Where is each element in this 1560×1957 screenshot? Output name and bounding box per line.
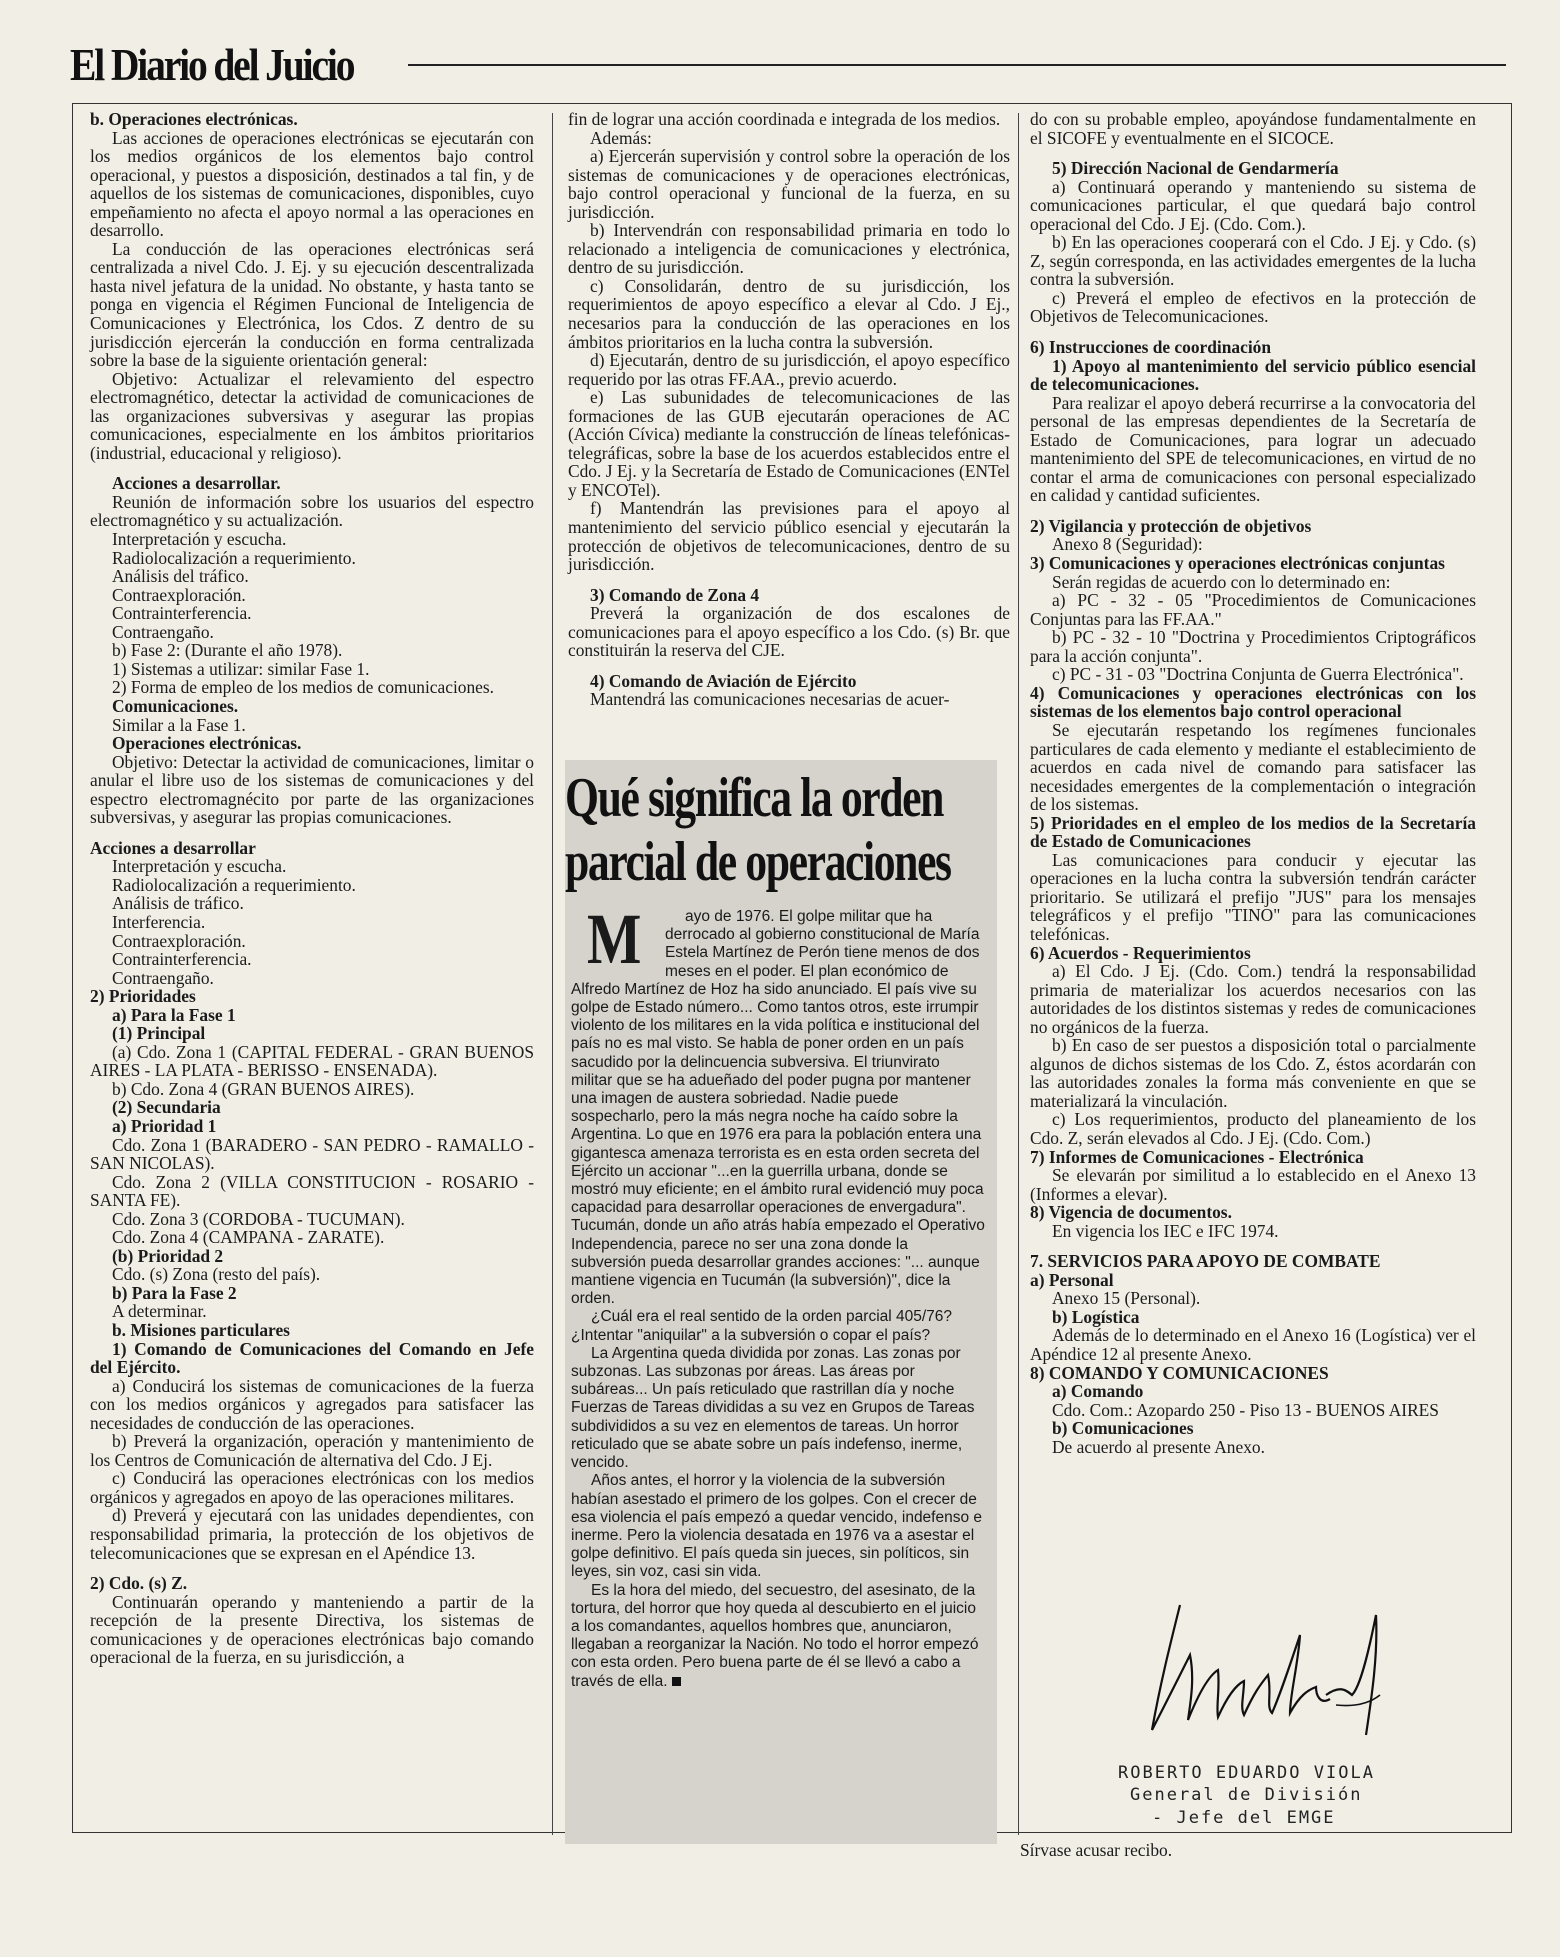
text-paragraph: Objetivo: Detectar la actividad de comunicaciones, limitar o anular el libre uso de los sistemas de comunicaciones y del espectro electromagnécito por parte de las organizaciones subversivas, y asegurar las propias comunicaciones. bbox=[90, 751, 534, 828]
inset-paragraph bbox=[571, 1345, 985, 1472]
text-paragraph: a) Personal bbox=[1030, 1269, 1114, 1290]
signer-post: - Jefe del EMGE bbox=[1152, 1808, 1336, 1828]
masthead-title: El Diario del Juicio bbox=[70, 39, 354, 90]
text-paragraph: Cdo. Zona 1 (BARADERO - SAN PEDRO - RAMALLO - SAN NICOLAS). bbox=[90, 1134, 534, 1174]
text-paragraph: Se elevarán por similitud a lo establecido en el Anexo 13 (Informes a elevar). bbox=[1030, 1165, 1476, 1204]
text-paragraph: fin de lograr una acción coordinada e integrada de los medios. bbox=[568, 109, 1001, 129]
text-paragraph: c) Los requerimientos, producto del planeamiento de los Cdo. Z, serán elevados al Cdo. J Ej. (Cdo. Com.) bbox=[1030, 1109, 1476, 1148]
text-paragraph: 2) Cdo. (s) Z. bbox=[90, 1573, 188, 1594]
spacer bbox=[90, 827, 534, 839]
column-divider-1 bbox=[552, 113, 553, 1835]
text-paragraph: Cdo. Zona 2 (VILLA CONSTITUCION - ROSARIO - SANTA FE). bbox=[90, 1171, 534, 1211]
text-paragraph: b) Para la Fase 2 bbox=[112, 1282, 237, 1303]
editorial-inset bbox=[565, 760, 997, 1844]
column-1 bbox=[90, 110, 534, 1667]
text-paragraph: Contraengaño. bbox=[112, 621, 214, 642]
text-paragraph: Radiolocalización a requerimiento. bbox=[112, 547, 356, 568]
text-paragraph: b) Comunicaciones bbox=[1052, 1418, 1194, 1439]
end-mark-icon bbox=[672, 1677, 681, 1686]
text-paragraph: (2) Secundaria bbox=[112, 1097, 221, 1118]
text-paragraph: Anexo 8 (Seguridad): bbox=[1052, 534, 1203, 555]
signer-rank: General de División bbox=[1130, 1785, 1363, 1805]
inset-headline bbox=[565, 766, 971, 894]
text-paragraph: 1) Apoyo al mantenimiento del servicio público esencial de telecomunicaciones. bbox=[1030, 355, 1476, 395]
text-paragraph: Acciones a desarrollar. bbox=[112, 473, 281, 494]
text-paragraph: a) Ejercerán supervisión y control sobre la operación de los sistemas de comunicaciones y de operaciones electrónicas, bajo control operacional y funcional de la fuerza, en su jurisdicción. bbox=[568, 146, 1010, 222]
text-paragraph: 8) Vigencia de documentos. bbox=[1030, 1202, 1232, 1223]
text-paragraph: b) Preverá la organización, operación y mantenimiento de los Centros de Comunicación de alternativa del Cdo. J Ej. bbox=[90, 1431, 534, 1470]
text-paragraph: Objetivo: Actualizar el relevamiento del espectro electromagnético, detectar la actividad de comunicaciones de las organizaciones subversivas y asegurar las propias comunicaciones, especialmente en los ámbitos prioritarios (industrial, educacional y religioso). bbox=[90, 368, 534, 463]
text-paragraph: Operaciones electrónicas. bbox=[112, 733, 302, 754]
text-paragraph: b) Logística bbox=[1052, 1306, 1140, 1327]
inset-paragraph-text: ¿Cuál era el real sentido de la orden parcial 405/76? ¿Intentar "aniquilar" a la subversión o copar el país? bbox=[571, 1308, 953, 1344]
text-paragraph: Cdo. Zona 4 (CAMPANA - ZARATE). bbox=[112, 1227, 385, 1248]
text-paragraph: a) Comando bbox=[1052, 1381, 1144, 1402]
text-paragraph: c) Conducirá las operaciones electrónicas con los medios orgánicos y agregados en apoyo de las operaciones militares. bbox=[90, 1468, 534, 1507]
text-paragraph: 4) Comunicaciones y operaciones electrónicas con los sistemas de los elementos bajo control operacional bbox=[1030, 682, 1476, 722]
text-paragraph: 1) Comando de Comunicaciones del Comando en Jefe del Ejército. bbox=[90, 1338, 534, 1378]
text-paragraph: c) Preverá el empleo de efectivos en la protección de Objetivos de Telecomunicaciones. bbox=[1030, 287, 1476, 327]
text-paragraph: (b) Prioridad 2 bbox=[112, 1245, 224, 1266]
text-paragraph: a) El Cdo. J Ej. (Cdo. Com.) tendrá la responsabilidad primaria de materializar los acuerdos necesarios con las autoridades de los distintos sistemas y redes de comunicaciones no orgánicos de la fuerza. bbox=[1030, 961, 1476, 1037]
inset-headline-line-2: parcial de operaciones bbox=[565, 831, 951, 893]
text-paragraph: b) Fase 2: (Durante el año 1978). bbox=[112, 640, 343, 661]
text-paragraph: En vigencia los IEC e IFC 1974. bbox=[1052, 1220, 1279, 1241]
text-paragraph: c) Consolidarán, dentro de su jurisdicción, los requerimientos de apoyo específico a elevar al Cdo. J Ej., necesarios para la conducción de las operaciones en los ámbitos prioritarios en la lucha contra la subversión. bbox=[568, 275, 1010, 352]
text-paragraph: b) Cdo. Zona 4 (GRAN BUENOS AIRES). bbox=[112, 1078, 415, 1099]
inset-paragraph bbox=[571, 1472, 985, 1581]
text-paragraph: Acciones a desarrollar bbox=[90, 837, 256, 858]
text-paragraph: a) Para la Fase 1 bbox=[112, 1004, 236, 1025]
text-paragraph: Contraexploración. bbox=[112, 930, 246, 951]
text-paragraph: b) En las operaciones cooperará con el Cdo. J Ej. y Cdo. (s) Z, según corresponda, en las actividades emergentes de la lucha contra la subversión. bbox=[1030, 232, 1476, 290]
inset-paragraph-text: Es la hora del miedo, del secuestro, del asesinato, de la tortura, del horror que hoy queda al descubierto en el juicio a los comandantes, aquellos hombres que, anunciaron, llegaban a reorganizar la Nación. No todo el horror empezó con esta orden. Pero buena parte de él se llevó a cabo a través de ella. bbox=[571, 1581, 979, 1690]
text-paragraph: Además: bbox=[590, 127, 652, 148]
text-paragraph: 2) Forma de empleo de los medios de comunicaciones. bbox=[112, 677, 495, 698]
text-paragraph: d) Ejecutarán, dentro de su jurisdicción, el apoyo específico requerido por las otras FF.AA., previo acuerdo. bbox=[568, 350, 1010, 389]
text-paragraph: b. Misiones particulares bbox=[112, 1320, 290, 1340]
text-paragraph: 7) Informes de Comunicaciones - Electrónica bbox=[1030, 1146, 1364, 1167]
text-paragraph: c) PC - 31 - 03 "Doctrina Conjunta de Guerra Electrónica". bbox=[1052, 664, 1464, 685]
text-paragraph: 3) Comunicaciones y operaciones electrónicas conjuntas bbox=[1030, 553, 1445, 574]
inset-body bbox=[571, 899, 985, 1691]
handwritten-signature bbox=[1140, 1595, 1440, 1745]
text-paragraph: Se ejecutarán respetando los regímenes funcionales particulares de cada elemento y mediante el establecimiento de acuerdos en cada nivel de comando para satisfacer las necesidades emergentes de la complementación o integración de los sistemas. bbox=[1030, 719, 1476, 815]
text-paragraph: Mantendrá las comunicaciones necesarias de acuer- bbox=[590, 689, 950, 710]
text-paragraph: 1) Sistemas a utilizar: similar Fase 1. bbox=[112, 658, 370, 679]
text-paragraph: Interpretación y escucha. bbox=[112, 529, 287, 550]
text-paragraph: Preverá la organización de dos escalones de comunicaciones para el apoyo específico a los Cdo. (s) Br. que constituirán la reserva del CJE. bbox=[568, 603, 1010, 661]
inset-paragraph-text: ayo de 1976. El golpe militar que ha derrocado al gobierno constitucional de María Estela Martínez de Perón tiene menos de dos meses en el poder. El plan económico de Alfredo Martínez de Hoz ha sido anunciado. El país vive su golpe de Estado número... Como tantos otros, este irrumpir violento de los militares en la vida política e institucional del país no es mal visto. Se habla de poner orden en un país sacudido por la delincuencia subversiva. El triunvirato militar que se ha adueñado del poder pugna por mantener una imagen de austera sobriedad. Nadie puede sospecharlo, pero la más negra noche ha caído sobre la Argentina. Lo que en 1976 era para la población entera una gigantesca amenaza terrorista es en esta orden secreta del Ejército un accionar "...en la guerrilla urbana, donde se mostró muy eficiente; en el ámbito rural evidenció muy poca capacidad para desarrollar operaciones de envergadura". Tucumán, donde un año atrás había empezado el Operativo Independencia, parece no ser una zona donde la subversión pueda desarrollar grandes acciones: "... aunque mantiene vigencia en Tucumán (la subversión)", dice la orden. bbox=[571, 908, 985, 1308]
text-paragraph: a) Conducirá los sistemas de comunicaciones de la fuerza con los medios orgánicos y agregados para satisfacer las necesidades de conducción de las operaciones. bbox=[90, 1375, 534, 1433]
text-paragraph: do con su probable empleo, apoyándose fundamentalmente en el SICOFE y eventualmente en el SICOCE. bbox=[1030, 109, 1476, 148]
text-paragraph: 2) Prioridades bbox=[90, 986, 196, 1007]
text-paragraph: a) PC - 32 - 05 "Procedimientos de Comunicaciones Conjuntas para las FF.AA." bbox=[1030, 590, 1476, 629]
text-paragraph: e) Las subunidades de telecomunicaciones de las formaciones de las GUB ejecutarán operaciones de AC (Acción Cívica) mediante la construcción de líneas telefónicas-telegráficas, sobre la base de los acuerdos establecidos entre el Cdo. J Ej. y la Secretaría de Estado de Comunicaciones (ENTel y ENCOTel). bbox=[568, 387, 1010, 500]
text-paragraph: 6) Instrucciones de coordinación bbox=[1030, 337, 1272, 358]
masthead-rule bbox=[408, 64, 1506, 66]
text-paragraph: 3) Comando de Zona 4 bbox=[590, 584, 760, 605]
inset-paragraph-text: La Argentina queda dividida por zonas. Las zonas por subzonas. Las subzonas por áreas. Las áreas por subáreas... Un país reticulado que rastrillan día y noche Fuerzas de Tareas divididas a su vez en Grupos de Tareas subdivididos a su vez en elementos de tareas. Un horror reticulado que se abate sobre un país indefenso, inerme, vencido. bbox=[571, 1344, 975, 1472]
inset-paragraph bbox=[571, 1582, 985, 1691]
text-paragraph: a) Continuará operando y manteniendo su sistema de comunicaciones particular, el que quedará bajo control operacional del Cdo. J Ej. (Cdo. Com.). bbox=[1030, 176, 1476, 234]
text-paragraph: Anexo 15 (Personal). bbox=[1052, 1288, 1201, 1309]
text-paragraph: Radiolocalización a requerimiento. bbox=[112, 874, 356, 895]
text-paragraph: Análisis del tráfico. bbox=[112, 566, 249, 587]
column-divider-2 bbox=[1018, 113, 1019, 1835]
spacer bbox=[568, 574, 1010, 586]
text-paragraph: f) Mantendrán las previsiones para el apoyo al mantenimiento del servicio público esencial y ejecutarán la protección de objetivos de telecomunicaciones, dentro de su jurisdicción. bbox=[568, 498, 1010, 575]
text-paragraph: Análisis de tráfico. bbox=[112, 893, 244, 914]
column-2 bbox=[568, 110, 1010, 709]
signer-name: ROBERTO EDUARDO VIOLA bbox=[1118, 1763, 1375, 1783]
text-paragraph: Contrainterferencia. bbox=[112, 949, 252, 970]
text-paragraph: b) PC - 32 - 10 "Doctrina y Procedimientos Criptográficos para la acción conjunta". bbox=[1030, 627, 1476, 666]
text-paragraph: b. Operaciones electrónicas. bbox=[90, 109, 298, 129]
text-paragraph: Además de lo determinado en el Anexo 16 (Logística) ver el Apéndice 12 al presente Anexo. bbox=[1030, 1325, 1476, 1364]
text-paragraph: Las comunicaciones para conducir y ejecutar las operaciones en la lucha contra la subversión tendrán carácter prioritario. Se utilizará el prefijo "JUS" para los mensajes telegráficos y el prefijo "TINO" para las comunicaciones telefónicas. bbox=[1030, 849, 1476, 944]
text-paragraph: Contraengaño. bbox=[112, 967, 214, 988]
inset-paragraph bbox=[571, 899, 985, 1308]
text-paragraph: Contraexploración. bbox=[112, 584, 246, 605]
text-paragraph: Contrainterferencia. bbox=[112, 603, 252, 624]
text-paragraph: Las acciones de operaciones electrónicas se ejecutarán con los medios orgánicos de los elementos bajo control operacional, y puestos a disposición, destinados a tal fin, y de aquellos de los sistemas de comunicaciones, disponibles, cuyo empeñamiento no afecta el apoyo normal a las operaciones en desarrollo. bbox=[90, 127, 534, 241]
text-paragraph: Cdo. (s) Zona (resto del país). bbox=[112, 1264, 321, 1285]
text-paragraph: b) Intervendrán con responsabilidad primaria en todo lo relacionado a inteligencia de comunicaciones y electrónica, dentro de su jurisdicción. bbox=[568, 220, 1010, 278]
text-paragraph: b) En caso de ser puestos a disposición total o parcialmente algunos de dichos sistemas de los Cdo. Z, éstos acordarán con las autoridades zonales la forma más conveniente en que se materializará la vinculación. bbox=[1030, 1035, 1476, 1111]
inset-paragraph-text: Años antes, el horror y la violencia de la subversión habían asestado el primero de los golpes. Con el crecer de esa violencia el país empezó a quedar vencido, indefenso e inerme. Pero la violencia desatada en 1976 va a asestar el golpe definitivo. El país queda sin jueces, sin políticos, sin leyes, sin voz, casi sin vida. bbox=[571, 1472, 983, 1581]
text-paragraph: Cdo. Zona 3 (CORDOBA - TUCUMAN). bbox=[112, 1208, 405, 1229]
inset-headline-line-1: Qué significa la orden bbox=[565, 767, 944, 829]
text-paragraph: Interpretación y escucha. bbox=[112, 856, 287, 877]
drop-cap: M bbox=[587, 899, 642, 979]
text-paragraph: 4) Comando de Aviación de Ejército bbox=[590, 670, 857, 691]
text-paragraph: d) Preverá y ejecutará con las unidades dependientes, con responsabilidad primaria, la protección de los objetivos de telecomunicaciones que se expresan en el Apéndice 13. bbox=[90, 1505, 534, 1563]
column-3 bbox=[1030, 110, 1476, 1456]
closing-line: Sírvase acusar recibo. bbox=[1020, 1840, 1173, 1860]
inset-paragraph bbox=[571, 1308, 985, 1344]
text-paragraph: (1) Principal bbox=[112, 1023, 206, 1044]
text-paragraph: Serán regidas de acuerdo con lo determinado en: bbox=[1052, 571, 1391, 592]
text-paragraph: Reunión de información sobre los usuarios del espectro electromagnético y su actualización. bbox=[90, 491, 534, 531]
text-paragraph: 5) Prioridades en el empleo de los medios de la Secretaría de Estado de Comunicaciones bbox=[1030, 812, 1476, 852]
text-paragraph: Continuarán operando y manteniendo a partir de la recepción de la presente Directiva, los sistemas de comunicaciones y de operaciones electrónicas bajo comando operacional de la fuerza, en su jurisdicción, a bbox=[90, 1591, 534, 1668]
text-paragraph: Similar a la Fase 1. bbox=[112, 714, 246, 735]
text-paragraph: La conducción de las operaciones electrónicas será centralizada a nivel Cdo. J. Ej. y su ejecución descentralizada hasta nivel jefatura de la unidad. No obstante, y hasta tanto se ponga en vigencia el Régimen Funcional de Inteligencia de Comunicaciones y Electrónica, los Cdos. Z dentro de su jurisdicción ejercerán la conducción en forma centralizada sobre la base de la siguiente orientación general: bbox=[90, 238, 534, 371]
text-paragraph: 2) Vigilancia y protección de objetivos bbox=[1030, 515, 1312, 536]
text-paragraph: 7. SERVICIOS PARA APOYO DE COMBATE bbox=[1030, 1251, 1381, 1272]
text-paragraph: 5) Dirección Nacional de Gendarmería bbox=[1052, 158, 1339, 179]
text-paragraph: 8) COMANDO Y COMUNICACIONES bbox=[1030, 1362, 1329, 1383]
text-paragraph: Para realizar el apoyo deberá recurrirse a la convocatoria del personal de las empresas dependientes de la Secretaría de Estado de Comunicaciones, para lograr un adecuado mantenimiento del SPE de telecomunicaciones, en virtud de no contar el arma de comunicaciones con personal especializado en calidad y cantidad suficientes. bbox=[1030, 392, 1476, 506]
text-paragraph: A determinar. bbox=[112, 1301, 207, 1322]
text-paragraph: De acuerdo al presente Anexo. bbox=[1052, 1436, 1265, 1457]
text-paragraph: Interferencia. bbox=[112, 911, 206, 932]
text-paragraph: Comunicaciones. bbox=[112, 695, 239, 716]
text-paragraph: a) Prioridad 1 bbox=[112, 1115, 217, 1136]
text-paragraph: (a) Cdo. Zona 1 (CAPITAL FEDERAL - GRAN BUENOS AIRES - LA PLATA - BERISSO - ENSENADA). bbox=[90, 1041, 534, 1081]
text-paragraph: 6) Acuerdos - Requerimientos bbox=[1030, 942, 1251, 963]
text-paragraph: Cdo. Com.: Azopardo 250 - Piso 13 - BUENOS AIRES bbox=[1052, 1399, 1439, 1420]
